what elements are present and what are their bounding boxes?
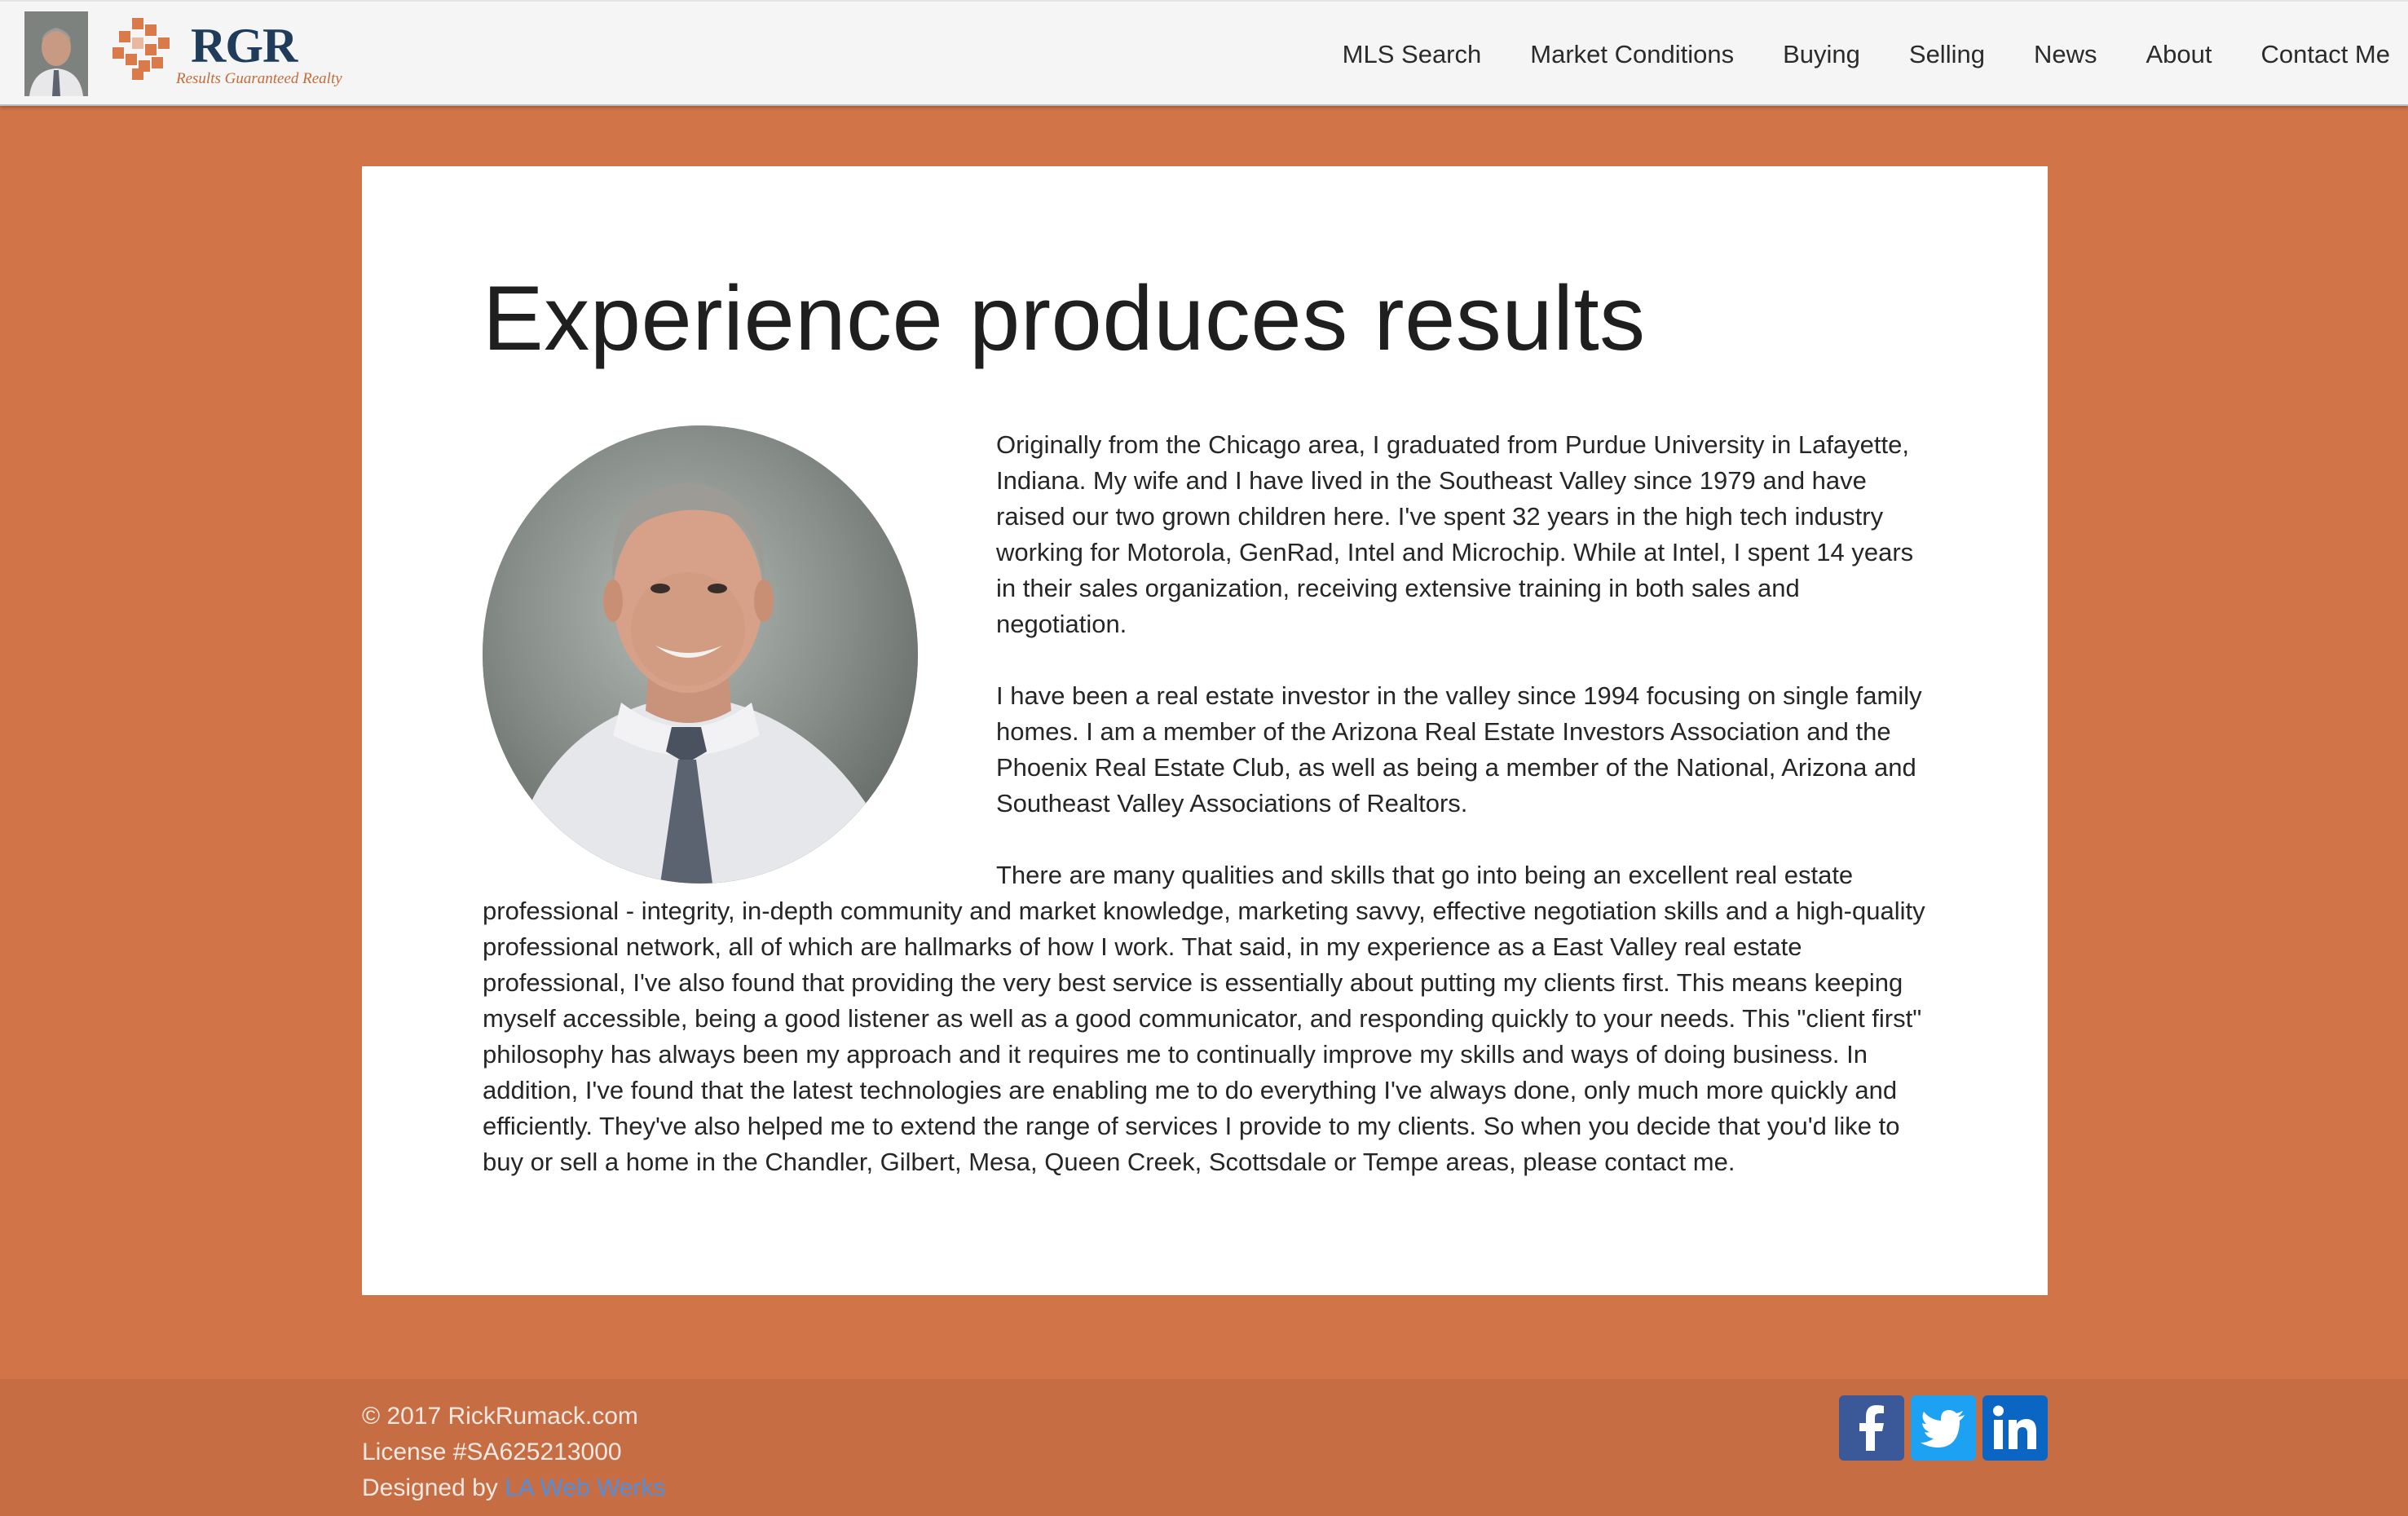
page-title: Experience produces results	[483, 267, 1646, 369]
facebook-icon[interactable]	[1839, 1395, 1904, 1461]
top-navigation-bar	[0, 0, 2408, 106]
rgr-logo[interactable]	[111, 16, 347, 93]
logo-mark-icon	[111, 16, 176, 82]
agent-photo-thumbnail	[24, 11, 88, 96]
nav-contact-me[interactable]: Contact Me	[2260, 40, 2390, 68]
nav-buying[interactable]: Buying	[1783, 40, 1860, 68]
bio-paragraph-2: I have been a real estate investor in the valley since 1994 focusing on single family homes. I am a member of the Arizona Real Estate Investors Association and the Phoenix Real Estate Club, as well as being a member of the National, Arizona and Southeast Valley Associations of Realtors.	[996, 681, 1922, 817]
content-card	[362, 166, 2048, 1295]
footer	[0, 1379, 2408, 1516]
main-nav	[1294, 2, 2390, 108]
copyright-text: © 2017 RickRumack.com	[362, 1403, 638, 1430]
social-links	[1839, 1395, 2048, 1461]
bio-text	[483, 427, 1934, 1216]
nav-selling[interactable]: Selling	[1908, 40, 1985, 68]
bio-paragraph-1: Originally from the Chicago area, I graduated from Purdue University in Lafayette, Indiana. My wife and I have lived in the Southeast Valley since 1979 and have raised our two grown children here. I've spent 32 years in the high tech industry working for Motorola, GenRad, Intel and Microchip. While at Intel, I spent 14 years in their sales organization, receiving extensive training in both sales and negotiation.	[996, 430, 1914, 638]
nav-about[interactable]: About	[2146, 40, 2212, 68]
nav-mls-search[interactable]: MLS Search	[1342, 40, 1482, 68]
license-text: License #SA625213000	[362, 1439, 622, 1465]
nav-news[interactable]: News	[2033, 40, 2097, 68]
header-avatar[interactable]	[24, 11, 88, 96]
facebook-glyph	[1839, 1395, 1904, 1461]
designer-link[interactable]: LA Web Werks	[505, 1474, 666, 1501]
twitter-icon[interactable]	[1911, 1395, 1976, 1461]
designed-by-line	[362, 1470, 665, 1506]
footer-info	[362, 1399, 665, 1506]
linkedin-glyph	[1982, 1395, 2048, 1461]
designed-by-prefix: Designed by	[362, 1474, 505, 1501]
bio-paragraph-3: There are many qualities and skills that go into being an excellent real estate professional - integrity, in-depth community and market knowledge, marketing savvy, effective negotiation skills and a high-quality professional network, all of which are hallmarks of how I work. That said, in my experience as a East Valley real estate professional, I've also found that providing the very best service is essentially about putting my clients first. This means keeping myself accessible, being a good listener as well as a good communicator, and responding quickly to your needs. This "client first" philosophy has always been my approach and it requires me to continually improve my skills and ways of doing business. In addition, I've found that the latest technologies are enabling me to do everything I've always done, only much more quickly and efficiently. They've also helped me to extend the range of services I provide to my clients. So when you decide that you'd like to buy or sell a home in the Chandler, Gilbert, Mesa, Queen Creek, Scottsdale or Tempe areas, please contact me.	[483, 861, 1925, 1176]
logo-wordmark: RGR	[191, 19, 298, 73]
twitter-glyph	[1911, 1395, 1976, 1461]
linkedin-icon[interactable]	[1982, 1395, 2048, 1461]
portrait-spacer	[483, 427, 996, 884]
nav-market-conditions[interactable]: Market Conditions	[1530, 40, 1735, 68]
logo-tagline: Results Guaranteed Realty	[176, 70, 342, 87]
